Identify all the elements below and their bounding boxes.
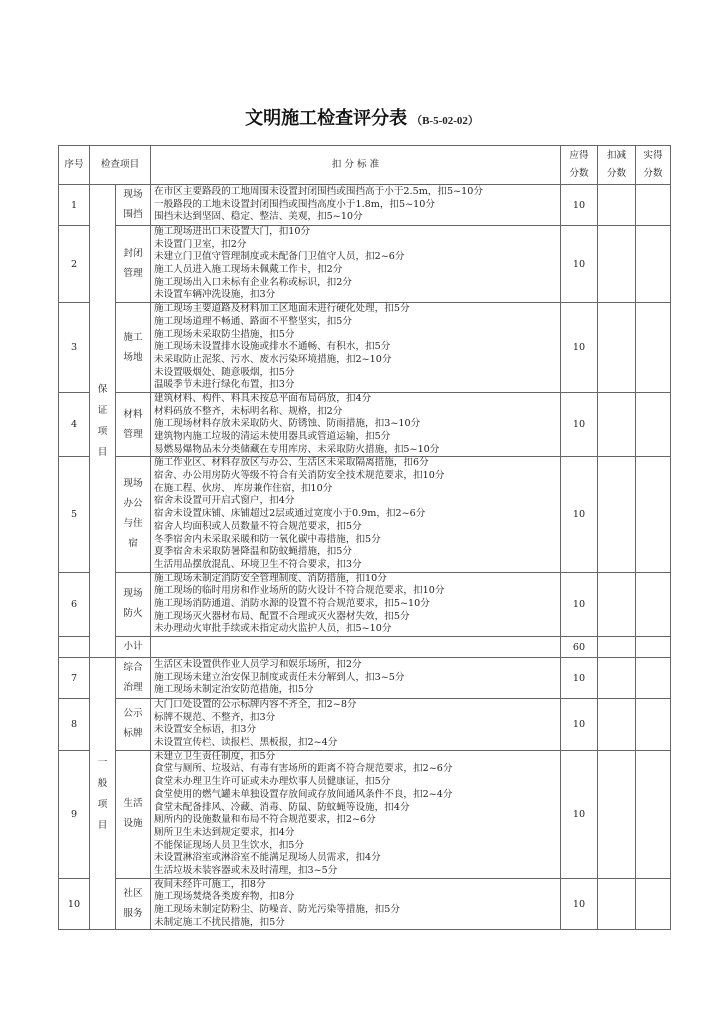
row-item-label: 综合治理 bbox=[123, 662, 143, 693]
row-criteria bbox=[151, 699, 561, 751]
subtotal-actual bbox=[636, 637, 671, 658]
criteria-line: 一般路段的工地未设置封闭围挡或围挡高度小于1.8m，扣5~10分 bbox=[154, 198, 435, 210]
criteria-line: 施工现场未设置排水设施或排水不通畅、有积水，扣5分 bbox=[154, 341, 391, 353]
row-deduct-score bbox=[598, 457, 636, 572]
criteria-line: 施工现场材料存放未采取防火、防锈蚀、防雨措施，扣3~10分 bbox=[154, 418, 421, 430]
row-item bbox=[116, 572, 151, 636]
criteria-line: 未建立卫生责任制度，扣5分 bbox=[154, 750, 276, 762]
criteria-line: 厕所内的设施数量和布局不符合规范要求，扣2~6分 bbox=[154, 814, 376, 826]
row-criteria bbox=[151, 303, 561, 393]
table-row bbox=[59, 750, 671, 878]
row-criteria bbox=[151, 572, 561, 636]
criteria-line: 未设置宣传栏、读报栏、黑板报，扣2~4分 bbox=[154, 737, 338, 749]
group-guarantee-label: 保证项目 bbox=[97, 384, 108, 458]
criteria-line: 标牌不规范、不整齐，扣3分 bbox=[154, 711, 276, 723]
criteria-line: 食堂与厕所、垃圾站、有毒有害场所的距离不符合规范要求，扣2~6分 bbox=[154, 763, 453, 775]
row-full-score: 10 bbox=[561, 392, 598, 456]
criteria-line: 生活区未设置供作业人员学习和娱乐场所，扣2分 bbox=[154, 658, 362, 670]
criteria-line: 未建立门卫值守管理制度或未配备门卫值守人员，扣2~6分 bbox=[154, 251, 405, 263]
criteria-line: 施工作业区、材料存放区与办公、生活区未采取隔离措施，扣6分 bbox=[154, 457, 429, 469]
criteria-line: 不能保证现场人员卫生饮水，扣5分 bbox=[154, 839, 305, 851]
criteria-line: 温暖季节未进行绿化布置，扣3分 bbox=[154, 379, 295, 391]
row-full-score: 10 bbox=[561, 226, 598, 303]
criteria-line: 易燃易爆物品未分类储藏在专用库房、未采取防火措施，扣5~10分 bbox=[154, 443, 440, 455]
subtotal-seq bbox=[59, 637, 90, 658]
criteria-line: 食堂未办理卫生许可证或未办理炊事人员健康证，扣5分 bbox=[154, 776, 391, 788]
criteria-line: 未设置门卫室，扣2分 bbox=[154, 238, 247, 250]
criteria-line: 施工现场灭火器材布局、配置不合理或灭火器材失效，扣5分 bbox=[154, 610, 410, 622]
title-main: 文明施工检查评分表 bbox=[245, 108, 408, 129]
row-criteria bbox=[151, 226, 561, 303]
table-row bbox=[59, 878, 671, 930]
row-full-score: 10 bbox=[561, 699, 598, 751]
criteria-line: 大门口处设置的公示标牌内容不齐全，扣2~8分 bbox=[154, 699, 357, 710]
criteria-line: 在市区主要路段的工地周围未设置封闭围挡或围挡高于小于2.5m，扣5~10分 bbox=[154, 185, 483, 197]
row-item bbox=[116, 392, 151, 456]
header-row bbox=[59, 146, 671, 185]
row-actual-score bbox=[636, 392, 671, 456]
row-actual-score bbox=[636, 878, 671, 930]
criteria-line: 围挡未达到坚固、稳定、整洁、美观，扣5~10分 bbox=[154, 211, 363, 223]
row-actual-score bbox=[636, 699, 671, 751]
row-full-score: 10 bbox=[561, 303, 598, 393]
criteria-line: 施工现场主要道路及材料加工区地面未进行硬化处理，扣5分 bbox=[154, 303, 410, 315]
row-item-label: 现场办公与住宿 bbox=[123, 478, 143, 550]
criteria-line: 宿舍、办公用房防火等级不符合有关消防安全技术规范要求，扣10分 bbox=[154, 470, 445, 482]
row-deduct-score bbox=[598, 392, 636, 456]
criteria-line: 未办理动火审批手续或未指定动火监护人员，扣5~10分 bbox=[154, 623, 392, 635]
row-full-score: 10 bbox=[561, 457, 598, 572]
header-criteria: 扣 分 标 准 bbox=[151, 146, 561, 185]
subtotal-label: 小计 bbox=[116, 637, 151, 658]
row-criteria bbox=[151, 750, 561, 878]
row-deduct-score bbox=[598, 185, 636, 226]
row-actual-score bbox=[636, 303, 671, 393]
row-seq: 2 bbox=[59, 226, 90, 303]
criteria-line: 食堂使用的燃气罐未单独设置存放间或存放间通风条件不良，扣2~4分 bbox=[154, 788, 453, 800]
table-row bbox=[59, 185, 671, 226]
criteria-line: 施工人员进入施工现场未佩戴工作卡，扣2分 bbox=[154, 264, 343, 276]
criteria-line: 施工现场道理不畅通、路面不平整坚实，扣5分 bbox=[154, 315, 352, 327]
criteria-line: 未设置安全标语，扣3分 bbox=[154, 724, 257, 736]
criteria-line: 施工现场的临时用房和作业场所的防火设计不符合规范要求，扣10分 bbox=[154, 585, 445, 597]
criteria-line: 宿舍未设置可开启式窗户，扣4分 bbox=[154, 495, 295, 507]
criteria-line: 施工现场出入口未标有企业名称或标识，扣2分 bbox=[154, 276, 352, 288]
criteria-line: 施工现场未制定防粉尘、防噪音、防光污染等措施，扣5分 bbox=[154, 904, 400, 915]
criteria-line: 建筑物内施工垃圾的清运未使用器具或管道运输，扣5分 bbox=[154, 431, 391, 442]
row-actual-score bbox=[636, 572, 671, 636]
row-full-score: 10 bbox=[561, 658, 598, 699]
row-item-label: 生活设施 bbox=[123, 798, 143, 830]
row-criteria bbox=[151, 658, 561, 699]
group-guarantee bbox=[90, 185, 116, 658]
row-seq: 4 bbox=[59, 392, 90, 456]
row-deduct-score bbox=[598, 303, 636, 393]
row-item-label: 社区服务 bbox=[123, 888, 143, 919]
row-criteria bbox=[151, 185, 561, 226]
subtotal-criteria bbox=[151, 637, 561, 658]
criteria-line: 夜间未经许可施工，扣8分 bbox=[154, 878, 266, 890]
row-actual-score bbox=[636, 185, 671, 226]
row-actual-score bbox=[636, 457, 671, 572]
row-item-label: 施工场地 bbox=[123, 331, 143, 363]
table-row bbox=[59, 699, 671, 751]
criteria-line: 未设置淋浴室或淋浴室不能满足现场人员需求，扣4分 bbox=[154, 852, 381, 864]
group-general-label: 一般项目 bbox=[97, 756, 108, 831]
row-item bbox=[116, 185, 151, 226]
row-seq: 1 bbox=[59, 185, 90, 226]
subtotal-row bbox=[59, 637, 671, 658]
criteria-line: 材料码放不整齐，未标明名称、规格，扣2分 bbox=[154, 405, 343, 417]
row-deduct-score bbox=[598, 878, 636, 930]
row-item bbox=[116, 658, 151, 699]
table-row bbox=[59, 392, 671, 456]
row-criteria bbox=[151, 392, 561, 456]
score-table bbox=[58, 145, 671, 930]
header-item: 检查项目 bbox=[90, 146, 151, 185]
row-deduct-score bbox=[598, 750, 636, 878]
criteria-line: 夏季宿舍未采取防暑降温和防蚊蝇措施，扣5分 bbox=[154, 546, 352, 558]
criteria-line: 未采取防止泥浆、污水、废水污染环境措施，扣2~10分 bbox=[154, 353, 392, 365]
table-row bbox=[59, 226, 671, 303]
header-actual-score: 实得 分数 bbox=[636, 146, 671, 185]
criteria-line: 建筑材料、构件、料具未按总平面布局码放，扣4分 bbox=[154, 392, 372, 404]
criteria-line: 施工现场未建立治安保卫制度或责任未分解到人，扣3~5分 bbox=[154, 671, 405, 683]
criteria-line: 施工现场焚烧各类废弃物，扣8分 bbox=[154, 891, 295, 903]
group-general bbox=[90, 658, 116, 930]
row-deduct-score bbox=[598, 699, 636, 751]
row-deduct-score bbox=[598, 226, 636, 303]
row-actual-score bbox=[636, 750, 671, 878]
row-item-label: 现场防火 bbox=[123, 588, 143, 620]
row-seq: 5 bbox=[59, 457, 90, 572]
row-seq: 7 bbox=[59, 658, 90, 699]
criteria-line: 宿舍未设置床铺、床铺超过2层或通过宽度小于0.9m，扣2~6分 bbox=[154, 508, 426, 520]
criteria-line: 在施工程、伙房、 库房兼作住宿，扣10分 bbox=[154, 482, 333, 494]
row-seq: 3 bbox=[59, 303, 90, 393]
criteria-line: 未制定施工不扰民措施，扣5分 bbox=[154, 916, 285, 928]
subtotal-score: 60 bbox=[561, 637, 598, 658]
criteria-line: 生活垃圾未装容器或未及时清理，扣3~5分 bbox=[154, 864, 338, 876]
row-seq: 8 bbox=[59, 699, 90, 751]
criteria-line: 生活用品摆放混乱、环境卫生不符合要求，扣3分 bbox=[154, 558, 362, 570]
criteria-line: 宿舍人均面积或人员数量不符合规范要求，扣5分 bbox=[154, 520, 362, 532]
row-criteria bbox=[151, 878, 561, 930]
row-full-score: 10 bbox=[561, 878, 598, 930]
row-item-label: 材料管理 bbox=[123, 408, 143, 440]
header-seq: 序号 bbox=[59, 146, 90, 185]
criteria-line: 施工现场消防通道、消防水源的设置不符合规范要求，扣5~10分 bbox=[154, 597, 430, 609]
row-actual-score bbox=[636, 226, 671, 303]
row-seq: 9 bbox=[59, 750, 90, 878]
row-deduct-score bbox=[598, 658, 636, 699]
row-deduct-score bbox=[598, 572, 636, 636]
row-item-label: 现场围挡 bbox=[123, 189, 143, 220]
criteria-line: 施工现场未采取防尘措施，扣5分 bbox=[154, 328, 295, 340]
row-seq: 6 bbox=[59, 572, 90, 636]
header-deduct-score: 扣减 分数 bbox=[598, 146, 636, 185]
table-row bbox=[59, 457, 671, 572]
row-item bbox=[116, 303, 151, 393]
criteria-line: 施工现场未制定治安防范措施，扣5分 bbox=[154, 684, 314, 696]
table-row bbox=[59, 658, 671, 699]
criteria-line: 未设置吸烟处、随意吸烟，扣5分 bbox=[154, 366, 295, 378]
row-item-label: 公示标牌 bbox=[123, 708, 143, 740]
row-item bbox=[116, 457, 151, 572]
row-full-score: 10 bbox=[561, 750, 598, 878]
row-actual-score bbox=[636, 658, 671, 699]
row-criteria bbox=[151, 457, 561, 572]
row-item bbox=[116, 878, 151, 930]
row-item bbox=[116, 226, 151, 303]
row-item-label: 封闭管理 bbox=[123, 248, 143, 280]
criteria-line: 未设置车辆冲洗设施，扣3分 bbox=[154, 289, 276, 301]
criteria-line: 食堂未配备排风、冷藏、消毒、防鼠、防蚊蝇等设施，扣4分 bbox=[154, 801, 410, 813]
row-item bbox=[116, 699, 151, 751]
row-item bbox=[116, 750, 151, 878]
criteria-line: 施工现场未制定消防安全管理制度、消防措施，扣10分 bbox=[154, 572, 387, 584]
criteria-line: 施工现场进出口未设置大门，扣10分 bbox=[154, 226, 311, 237]
table-row bbox=[59, 303, 671, 393]
row-full-score: 10 bbox=[561, 572, 598, 636]
row-full-score: 10 bbox=[561, 185, 598, 226]
criteria-line: 冬季宿舍内未采取采暖和防一氧化碳中毒措施，扣5分 bbox=[154, 533, 381, 545]
criteria-line: 厕所卫生未达到规定要求，扣4分 bbox=[154, 826, 295, 838]
subtotal-deduct bbox=[598, 637, 636, 658]
header-full-score: 应得 分数 bbox=[561, 146, 598, 185]
title-code: （B-5-02-02） bbox=[411, 115, 479, 127]
row-seq: 10 bbox=[59, 878, 90, 930]
document-title bbox=[0, 104, 724, 130]
table-row bbox=[59, 572, 671, 636]
